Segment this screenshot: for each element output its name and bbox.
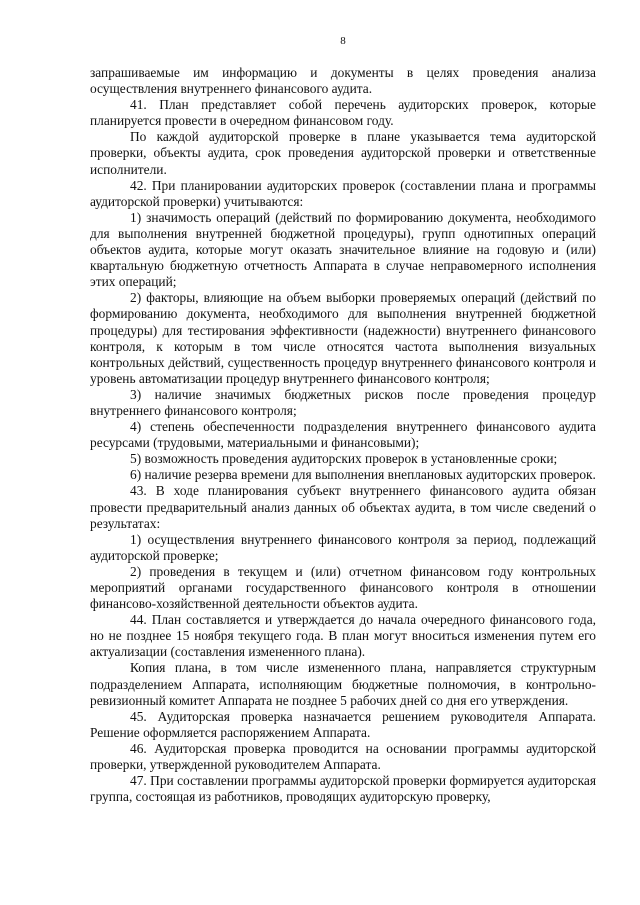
paragraph-42-item-4: 4) степень обеспеченности подразделения внутреннего финансового аудита ресурсами (трудовыми, материальными и финансовыми);	[90, 419, 596, 451]
paragraph-41-detail: По каждой аудиторской проверке в плане указывается тема аудиторской проверки, объекты аудита, срок проведения аудиторской проверки и ответственные исполнители.	[90, 129, 596, 177]
paragraph-43-item-2: 2) проведения в текущем и (или) отчетном финансовом году контрольных мероприятий органами государственного финансового контроля в отношении финансово-хозяйственной деятельности объектов аудита.	[90, 563, 596, 612]
paragraph-43-item-1: 1) осуществления внутреннего финансового контроля за период, подлежащий аудиторской проверке;	[90, 531, 596, 563]
paragraph-45: 45. Аудиторская проверка назначается решением руководителя Аппарата. Решение оформляется распоряжением Аппарата.	[90, 708, 596, 740]
paragraph-42-item-1: 1) значимость операций (действий по формированию документа, необходимого для выполнения внутренней бюджетной процедуры), групп однотипных операций объектов аудита, которые могут оказать значительное влияние на годовую и (или) квартальную бюджетную отчетность Аппарата в случае неправомерного исполнения этих операций;	[90, 209, 596, 290]
paragraph-43: 43. В ходе планирования субъект внутреннего финансового аудита обязан провести предварительный анализ данных об объектах аудита, в том числе сведений о результатах:	[90, 483, 596, 531]
page-number: 8	[340, 35, 346, 47]
paragraph-42-item-6: 6) наличие резерва времени для выполнения внеплановых аудиторских проверок.	[130, 467, 596, 483]
paragraph-42-item-2: 2) факторы, влияющие на объем выборки проверяемых операций (действий по формированию документа, необходимого для выполнения внутренней бюджетной процедуры) для тестирования эффективности (надежности) внутреннего финансового контроля, к которым в том числе относятся частота выполнения визуальных контрольных действий, существенность процедур внутреннего финансового контроля и уровень автоматизации процедур внутреннего финансового контроля;	[90, 290, 596, 386]
paragraph-46: 46. Аудиторская проверка проводится на основании программы аудиторской проверки, утвержденной руководителем Аппарата.	[90, 740, 596, 773]
paragraph-44: 44. План составляется и утверждается до начала очередного финансового года, но не позднее 15 ноября текущего года. В план могут вноситься изменения путем его актуализации (составления измененного плана).	[90, 612, 596, 660]
paragraph-42-item-3: 3) наличие значимых бюджетных рисков после проведения процедур внутреннего финансового контроля;	[90, 386, 596, 418]
paragraph-continuation: запрашиваемые им информацию и документы в целях проведения анализа осуществления внутреннего финансового аудита.	[90, 65, 596, 97]
paragraph-44-detail: Копия плана, в том числе измененного плана, направляется структурным подразделением Аппарата, исполняющим бюджетные полномочия, в контрольно-ревизионный комитет Аппарата не позднее 5 рабочих дней со дня его утверждения.	[90, 660, 596, 708]
document-page	[90, 0, 596, 905]
document-body	[90, 65, 596, 805]
paragraph-42-item-5: 5) возможность проведения аудиторских проверок в установленные сроки;	[130, 451, 558, 467]
paragraph-42: 42. При планировании аудиторских проверок (составлении плана и программы аудиторской проверки) учитываются:	[90, 177, 596, 209]
paragraph-41: 41. План представляет собой перечень аудиторских проверок, которые планируется провести в очередном финансовом году.	[90, 97, 596, 129]
paragraph-47: 47. При составлении программы аудиторской проверки формируется аудиторская группа, состоящая из работников, проводящих аудиторскую проверку,	[90, 773, 596, 805]
